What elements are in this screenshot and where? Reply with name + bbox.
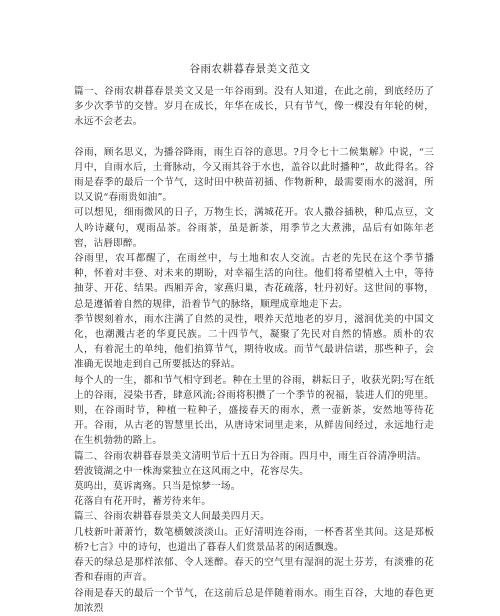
document-title: 谷雨农耕暮春景美文范文 (189, 63, 311, 75)
paragraph-4: 谷雨里，农耳都醒了，在雨丝中，与土地和农人交流。古老的先民在这个季节播种，怀着对丰登、对未来的期盼，对幸福生活的向往。他们将希望植入土中，等待抽芽、开花、结果。西厢弄舍，家燕归巢，杏花疏落，牡丹初好。这世间的事物，总是遵循着自然的规律，沿着节气的脉络，顺理成章地走下去。 (74, 253, 434, 310)
paragraph-gap (74, 130, 434, 145)
paragraph-12: 几枝新叶萧萧竹，数笔横皴淡淡山。正好清明连谷雨，一杯香茗坐其间。这是郑板桥?七言》中的诗句，也道出了暮春人们赏景品茗的闲适飘逸。 (74, 526, 434, 553)
paragraph-14: 谷雨是春天的最后一个节气，在这前后总是伴随着雨水。雨生百谷，大地的春色更加浓烈 (74, 587, 434, 614)
paragraph-10: 花落自有花开时，蓄芳待来年。 (74, 496, 212, 508)
document-body (74, 84, 434, 616)
paragraph-2: 谷雨，顾名思义，为播谷降雨，雨生百谷的意思。?月令七十二候集解》中说，“三月中，自雨水后，土膏脉动，今又雨其谷于水也，盖谷以此时播种”，故此得名。谷雨是春季的最后一个节气，这时田中秧苗初插、作物新种，最需要雨水的滋润，所以又说“春雨贵如油”。 (74, 146, 434, 204)
paragraph-13: 春天的绿总是那样浓郁、令人迷醉。春天的空气里有湿润的泥土芬芳，有淡雅的花香和春雨的声音。 (74, 557, 434, 584)
paragraph-3: 可以想见，细雨微风的日子，万物生长，满城花开。农人撒谷插秧，种瓜点豆，文人吟诗藏句，观雨品茶。谷雨茶，虽是新茶，用季节之大煮沸，品后有如陈年老窖，沾唇即醉。 (74, 207, 434, 249)
paragraph-8: 碧波镜湖之中一株海棠独立在这风雨之中，花容尽失。 (74, 465, 310, 477)
paragraph-6: 每个人的一生，都和节气相守到老。种在土里的谷雨，耕耘日子，收获光阴;写在纸上的谷雨，浸染书香，肆意风流;谷雨将积攒了一个季节的祝福，装进人们的兜里。则，在谷雨时节，种植一粒种子，盛接春天的雨水，煮一壶新茶，安然地等待花开。谷雨，从古老的智慧里长出，从唐诗宋词里走来，从鲜齿间经过，永远地行走在生机勃勃的路上。 (74, 374, 434, 447)
paragraph-1: 篇一、谷雨农耕暮春景美文又是一年谷雨到。没有人知道，在此之前，到底经历了多少次季节的交替。岁月在成长，年华在成长，只有节气，像一棵没有年轮的树，永远不会老去。 (74, 86, 434, 128)
paragraph-9: 莫呜出，莫诉离殇。只当是惊梦一场。 (74, 481, 241, 493)
paragraph-11: 篇三、谷雨农耕暮春景美文人间最美四月天。 (74, 511, 270, 523)
paragraph-5: 季节锲刻着水，雨水注满了自然的灵性，喂养天范地老的岁月，滋润优美的中国文化，也潮溅古老的华夏民族。二十四节气，凝聚了先民对自然的情感。质朴的农人，有着泥土的单纯，他们掐算节气，期待收成。而节气最讲信诺，那些种子，会准确无误地走到自己所要抵达的驿站。 (74, 313, 434, 371)
paragraph-7: 篇二、谷雨农耕暮春景美文清明节后十五日为谷雨。四月中，雨生百谷清净明洁。 (74, 450, 427, 462)
